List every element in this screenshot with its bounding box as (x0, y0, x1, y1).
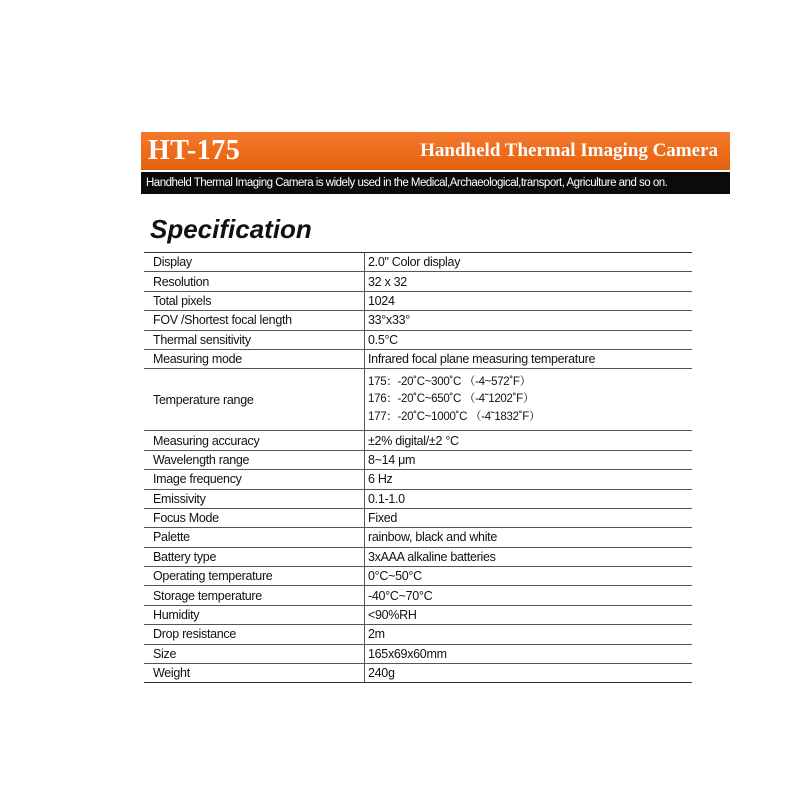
table-row (144, 272, 692, 291)
table-row (144, 606, 692, 625)
spec-value: rainbow, black and white (368, 530, 497, 545)
table-row (144, 645, 692, 664)
spec-value: 240g (368, 666, 395, 681)
section-title: Specification (150, 214, 312, 244)
spec-label: Emissivity (144, 490, 365, 508)
spec-label: Weight (144, 664, 365, 682)
spec-label: Focus Mode (144, 509, 365, 527)
table-row (144, 548, 692, 567)
table-row (144, 586, 692, 605)
spec-value-line: 176：-20˚C~650˚C （-4˜1202˚F） (368, 393, 535, 406)
spec-value: 2.0" Color display (368, 255, 461, 270)
spec-label: Measuring mode (144, 350, 365, 368)
subtitle-text: Handheld Thermal Imaging Camera is widely used in the Medical,Archaeological,transport, Agriculture and so on. (146, 177, 668, 189)
table-row (144, 331, 692, 350)
subtitle-banner (141, 172, 730, 194)
spec-label: Operating temperature (144, 567, 365, 585)
spec-value: <90%RH (368, 608, 417, 623)
spec-label: Measuring accuracy (144, 431, 365, 449)
table-row (144, 490, 692, 509)
table-row (144, 451, 692, 470)
table-row (144, 369, 692, 431)
spec-label: Resolution (144, 272, 365, 290)
spec-label: Wavelength range (144, 451, 365, 469)
product-name: Handheld Thermal Imaging Camera (420, 140, 718, 161)
spec-label: Total pixels (144, 292, 365, 310)
spec-label: Thermal sensitivity (144, 331, 365, 349)
table-row (144, 253, 692, 272)
table-row (144, 292, 692, 311)
table-row (144, 528, 692, 547)
spec-label: Drop resistance (144, 625, 365, 643)
spec-label: Temperature range (144, 369, 365, 430)
table-row (144, 470, 692, 489)
spec-value: 1024 (368, 293, 395, 308)
spec-label: Battery type (144, 548, 365, 566)
spec-value: 32 x 32 (368, 274, 407, 289)
spec-value: 0°C~50°C (368, 569, 422, 584)
spec-label: Palette (144, 528, 365, 546)
spec-table (144, 252, 692, 683)
spec-value (365, 369, 692, 430)
spec-value: Infrared focal plane measuring temperature (368, 352, 596, 367)
spec-value: 6 Hz (368, 472, 393, 487)
header-banner (141, 132, 730, 170)
spec-value: Fixed (368, 511, 398, 526)
spec-value: 33°x33° (368, 313, 410, 328)
spec-label: Storage temperature (144, 586, 365, 604)
spec-label: Image frequency (144, 470, 365, 488)
spec-label: FOV /Shortest focal length (144, 311, 365, 329)
spec-value: 0.1-1.0 (368, 491, 405, 506)
spec-value: 165x69x60mm (368, 646, 447, 661)
spec-value-line: 175：-20˚C~300˚C （-4~572˚F） (368, 375, 531, 388)
table-row (144, 625, 692, 644)
spec-label: Size (144, 645, 365, 663)
spec-value: -40°C~70°C (368, 588, 433, 603)
spec-value-line: 177：-20˚C~1000˚C （-4˜1832˚F） (368, 410, 541, 423)
table-row (144, 311, 692, 330)
spec-label: Display (144, 253, 365, 271)
spec-value: ±2% digital/±2 °C (368, 433, 459, 448)
spec-value: 3xAAA alkaline batteries (368, 549, 496, 564)
table-row (144, 509, 692, 528)
table-row (144, 431, 692, 450)
table-row (144, 350, 692, 369)
spec-value: 2m (368, 627, 385, 642)
spec-value: 8~14 μm (368, 452, 416, 467)
spec-value: 0.5°C (368, 332, 398, 347)
table-row (144, 664, 692, 682)
spec-label: Humidity (144, 606, 365, 624)
model-number: HT-175 (148, 135, 241, 166)
table-row (144, 567, 692, 586)
